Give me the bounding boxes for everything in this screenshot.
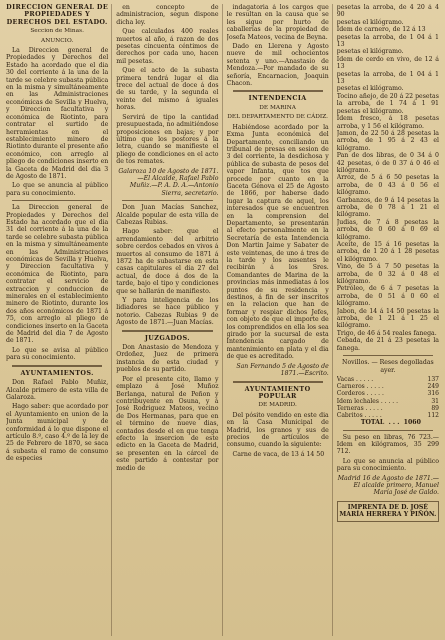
paragraph: Que el acto de la subasta primera tendrá lugar el dia trece del actual de doce á dos de su tarde, y la segunda el veinte del mismo á iguales horas.: [116, 67, 219, 112]
table-cell-value: 137: [427, 375, 439, 383]
table-cell-label: Idem lechales . . . . .: [336, 397, 399, 405]
price-line: pesetas la arroba, de 1 04 á 1 13: [336, 70, 439, 86]
price-line: Idem fresco, á 18 pesetas arroba, y 1 56 el kilógramo.: [336, 115, 439, 130]
table-heading: Novillos. — Reses degolladas ayer.: [342, 359, 434, 374]
paragraph: Dado en Llerena y Agosto nueve de mil ochocientos setenta y uno.—Anastasio de Mendoza.—Por mandado de su señoría, Encarnacion, Joaquin Chacon.: [226, 43, 329, 88]
price-list: [337, 4, 439, 352]
paragraph: Don Juan Macías Sanchez, Alcalde popular de esta villa de Cabezas Rubias.: [116, 204, 219, 226]
section-subheading: Seccion de Minas.: [30, 28, 84, 35]
signature: Galaroza 10 de Agosto de 1871.—El Alcalde, Rafael Pablo Muñiz.—P. A. D. A.—Antonio Sierra, secretario.: [118, 167, 219, 197]
price-line: Pan de dos libras, de 0 34 á 0 42 pesetas, ó de 0 37 á 0 46 el kilógramo.: [336, 152, 439, 174]
price-line: Cebada, de 21 á 23 pesetas la fanega.: [336, 337, 439, 352]
divider: [122, 330, 212, 332]
signature: San Fernando 5 de Agosto de 1871.—Escrito.: [236, 362, 329, 378]
paragraph: La Direccion general de Propiedades y Derechos del Estado ha acordado que el dia 31 del corriente á la una de la tarde se celebre subasta pública en la misma y simultáneamente en las Administraciones económicas de Sevilla y Huelva, y Direccion facultativa y económica de Riotinto, para contratar el servicio de extraccion y conduccion de minerales en el establecimiento minero de Riotinto, durante los dos años económicos de 1871 á 75, con arreglo al pliego de condiciones inserto en la Gaceta de Madrid del dia 7 de Agosto de 1871.: [6, 204, 109, 345]
paragraph: Del pósito vendido en este dia en la Casa Municipal de Madrid, los granos y sus de precios de artículos de consumo, cuando la siguiente:: [226, 411, 329, 449]
paragraph: Lo que se anuncia al público para su conocimiento.: [6, 182, 109, 197]
paragraph: Lo que se avisa al público para su conocimiento.: [6, 346, 109, 362]
slaughter-table: [337, 376, 439, 419]
price-line: Idem de cerdo en vivo, de 12 á 13: [336, 55, 439, 71]
price-line: Aceite, de 15 á 16 pesetas la arroba, de 1 20 á 1 28 pesetas el kilógramo.: [336, 241, 439, 263]
price-line: Jamon, de 22 50 á 28 pesetas la arroba, de 1 95 á 2 43 el kilógramo.: [336, 129, 439, 152]
paragraph: indagatoria á los cargos que le resultan en la causa que se les sigue por hurto de caballerías de la propiedad de Josefa Mateos, vecina de Beyna.: [226, 4, 329, 41]
price-line: Judias, de 7 á 8 pesetas la arroba, de 0 60 á 0 69 el kilógramo.: [336, 218, 439, 241]
paragraph: en concepto de administracion, segun dispone dicha ley.: [116, 4, 219, 26]
price-line: Idem de carnero, de 12 á 13: [336, 26, 426, 34]
table-cell-label: Terneras . . . . .: [336, 404, 383, 412]
table-row: [337, 390, 439, 397]
paragraph: La Direccion general de Propiedades y Derechos del Estado ha acordado que el dia 30 del corriente á la una de la tarde se celebre subasta pública en la misma y simultáneamente en las Administraciones económicas de Sevilla y Huelva, y Direccion facultativa y económica de Riotinto, para contratar el surtido de herramientas en el establecimiento minero de Riotinto durante el presente año económico, con arreglo al pliego de condiciones inserto en la Gaceta de Madrid del dia 3 de Agosto de 1871.: [6, 47, 109, 180]
paragraph: Carne de vaca, de 13 á 14 50: [232, 450, 325, 458]
table-cell-value: 89: [431, 404, 439, 412]
paragraph: Por el presente cito, llamo y emplazo á José Muñoz Berlanga, natural de Peñon y contribuyente en Osuna, y á José Rodriguez Mateos, vecino de Dos Hermanas, para que en el término de nueve dias, contados desde el en que tenga efecto la insercion de este edicto en la Gaceta de Madrid, se presenten en la cárcel de este partido á contestar por medio de: [116, 375, 219, 472]
price-line: pesetas el kilógramo.: [336, 48, 404, 56]
table-row: [337, 412, 439, 419]
column-1: [6, 4, 112, 636]
price-line: Trigo, de 46 á 54 reales fanega.: [336, 329, 437, 337]
price-line: pesetas el kilógramo.: [336, 18, 404, 26]
price-line: Vino, de 5 á 7 50 pesetas la arroba, de 0 32 á 0 48 el kilógramo.: [336, 263, 439, 286]
table-row: [337, 405, 439, 412]
printer-imprint: IMPRENTA DE D. JOSÉ MARÍA HERRERA Y PIÑÓN.: [337, 501, 439, 522]
price-line: la arroba, de 1 74 á 1 91 pesetas el kilógramo.: [336, 100, 439, 115]
table-cell-label: Vacas . . . . .: [336, 375, 374, 383]
divider: [12, 365, 102, 367]
section-heading: AYUNTAMIENTOS.: [20, 368, 94, 377]
total-label: TOTAL: [360, 419, 385, 427]
table-cell-label: Corderos . . . . .: [336, 390, 384, 398]
divider: [343, 430, 433, 431]
divider: [233, 381, 323, 383]
divider: [343, 355, 433, 356]
total-value: 1060: [403, 419, 421, 427]
paragraph: Don Anastasio de Mendoza y Ordoñez, Juez de primera instancia de esta ciudad y pueblos de su partido.: [116, 344, 219, 374]
section-heading: INTENDENCIA: [248, 94, 307, 103]
price-line: pesetas la arroba, de 4 20 á 4 90: [336, 4, 439, 19]
section-heading: AYUNTAMIENTO POPULAR: [244, 384, 311, 400]
section-heading: DIRECCION GENERAL DE PROPIEDADES Y DERECHOS DEL ESTADO.: [6, 4, 109, 26]
signature: Madrid 16 de Agosto de 1871.—El alcalde primero, Manuel María José de Galdo.: [337, 474, 439, 497]
section-subheading: DEL DEPARTAMENTO DE CÁDIZ.: [227, 114, 328, 121]
table-row: [337, 376, 439, 383]
table-cell-label: Cabritos . . . . .: [336, 411, 382, 419]
paragraph: Y para inteligencia de los lidiadores se hace público y notorio. Cabezas Rubias 9 de Agosto de 1871.—Juan Macías.: [116, 297, 219, 327]
price-line: Garbanzos, de 9 á 14 pesetas la arroba, de 0 78 á 1 21 el kilógramo.: [336, 196, 439, 219]
divider: [122, 200, 212, 201]
table-cell-label: Carneros . . . . .: [336, 383, 384, 391]
paragraph: Habiéndose acordado por la Exma Junta económica del Departamento, conciliando un tribunal de presas en sesion de 3 del corriente, la desdichosa y pública de subasta de pesos del vapor Infanta, que tos que procede por cuanto en la Gaceta Génova el 25 de Agosto de 1866, por haberse dado lugar la captura de aquel, los interesados que se encuentren en la comprension del Departamento, se presentarán al efecto personalmente en la Secretaría de esta Intendencia Don Martin Jaime y Sabater de este veintenas, de uno á tres de la tarde y los ausentes le recibirán á los Sres. Comandantes de Marina de la provincias más inmediatas á los puntos de su residencia y destinos, á fin de ser inscritos en la relacion que han de formar y respiar dichos Jefes, con objeto de que el importe de los comprendidos en ella los sea girado por la sucursal de esta Intendencia cargado de mantenimiento en plata y el dia de que es acreditado.: [226, 123, 329, 361]
paragraph: Hago saber: que acordado por el Ayuntamiento en union de la Junta municipal y de conformidad á lo que dispone el artículo 8.º, caso 4.º de la ley de 25 de Febrero de 1870, se saca á subasta el ramo de consumo de especies: [6, 403, 109, 463]
paragraph: Hago saber: que el arrendamiento del arbitrio sobre cerdos cebados en vivos á muertos al consumo de 1871 á 1872 ha de subastarse en esta casas capitulares el dia 27 del actual, de doce á dos de la tarde, bajo el tipo y condiciones que se hallarán de manifiesto.: [116, 228, 219, 295]
table-row: [337, 383, 439, 390]
table-cell-value: 31: [431, 397, 439, 405]
paragraph: Servirá de tipo la cantidad presupuestada, no admitiéndose proposiciones en bajas; y por último que los postores á la letra, cuando se manifieste el pliego de condiciones en el acto de tos remates.: [116, 113, 219, 166]
column-2: [116, 4, 222, 636]
price-line: pesetas la arroba, de 1 04 á 1 13: [336, 33, 439, 49]
table-row: [337, 398, 439, 405]
table-cell-value: 316: [427, 390, 439, 398]
price-line: Arroz, de 5 á 6 50 pesetas la arroba, de 0 43 á 0 56 el kilógramo.: [336, 174, 439, 197]
paragraph: Que calculados 400 reales muertos al año, á razon de dos pesetas cincuenta céntimos de derechos por cada uno, hacen mil pesetas.: [116, 28, 219, 65]
section-heading: JUZGADOS.: [144, 333, 190, 342]
paragraph: Su peso en libras, 76 723.—Idem en kilógramos, 35 299 712.: [336, 433, 439, 456]
divider: [233, 90, 323, 92]
table-cell-value: 112: [427, 411, 439, 419]
price-line: Petróleo, de 6 á 7 pesetas la arroba, de 0 51 á 0 60 el kilógramo.: [336, 285, 439, 308]
notice-label: ANUNCIO.: [41, 37, 74, 44]
price-line: Jabon, de 14 á 14 50 pesetas la arroba, de 1 21 á 1 25 el kilógramo.: [336, 307, 439, 330]
price-line: pesetas el kilógramo.: [336, 85, 404, 93]
table-total: TOTAL . . . 1060: [360, 419, 421, 427]
price-line: Tocino añejo, de 20 á 22 pesetas: [336, 92, 439, 100]
column-4: [337, 4, 439, 636]
section-subheading: DE MADRID.: [258, 402, 297, 409]
divider: [12, 200, 102, 201]
paragraph: Lo que se anuncia al público para su conocimiento.: [336, 457, 439, 473]
table-cell-value: 249: [427, 383, 439, 391]
column-3: [227, 4, 333, 636]
paragraph: Don Rafael Pablo Muñiz, Alcalde primero de esta villa de Galaroza.: [6, 379, 109, 401]
section-subheading: DE MARINA: [259, 104, 296, 111]
